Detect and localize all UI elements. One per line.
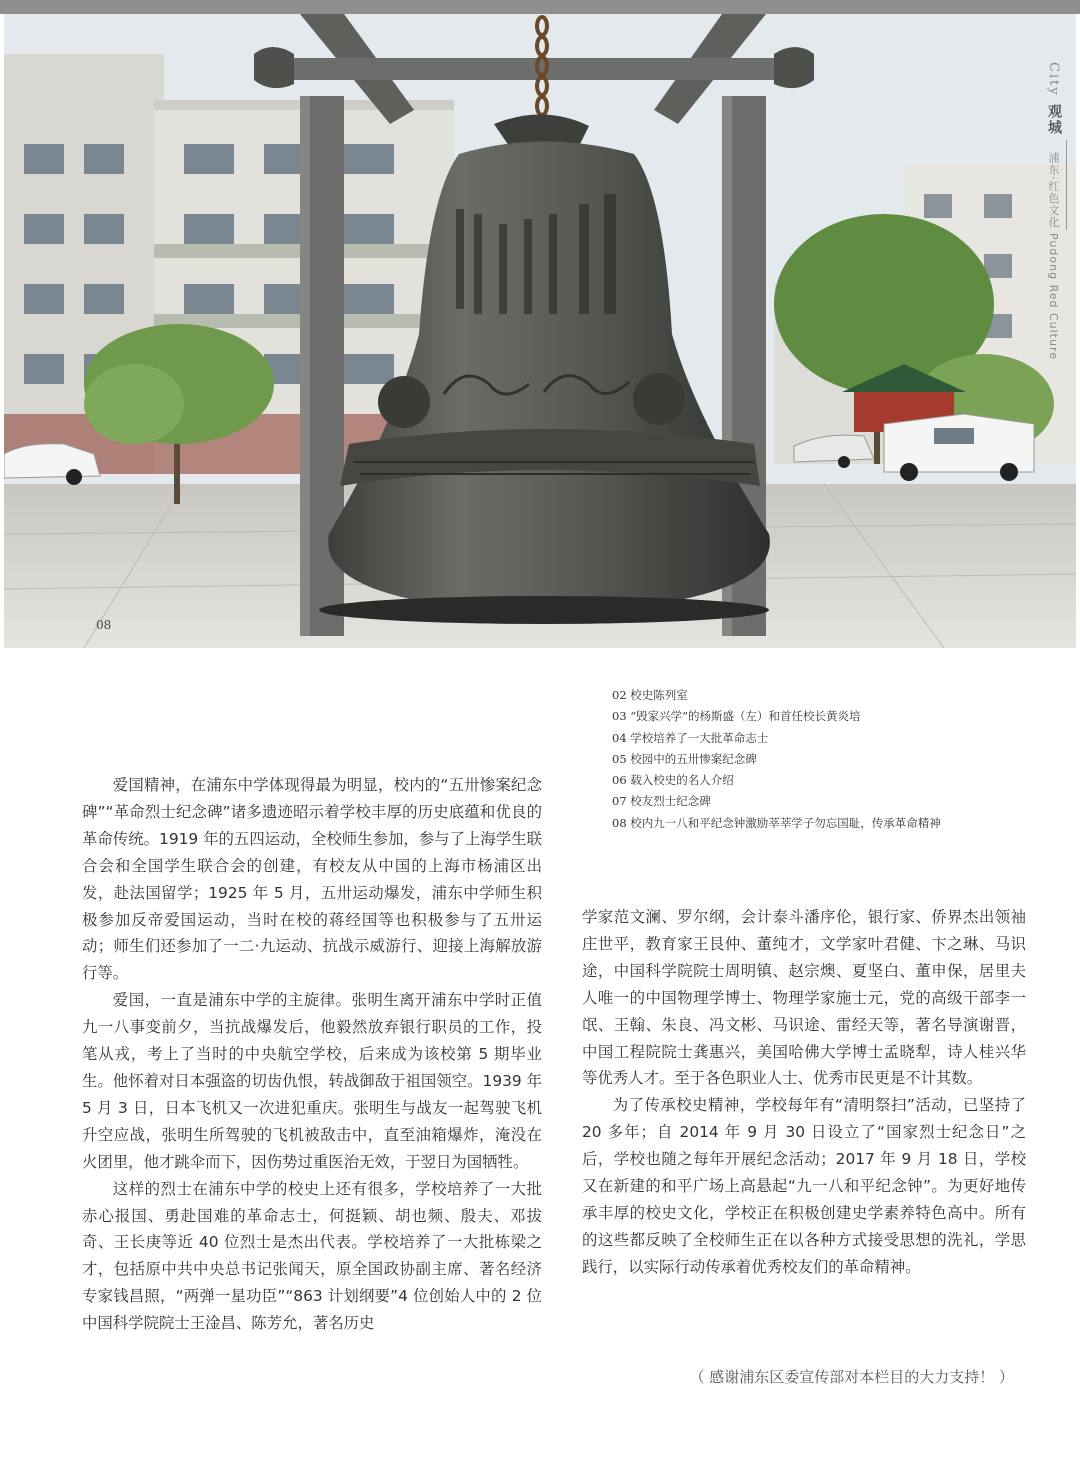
- side-subtitle: 浦东·红色文化 Pudong Red Culture: [1047, 152, 1060, 361]
- article-paragraph: 这样的烈士在浦东中学的校史上还有很多，学校培养了一大批赤心报国、勇赴国难的革命志士，何挺颖、胡也频、殷夫、邓拔奇、王长庚等近 40 位烈士是杰出代表。学校培养了一大批栋梁之才，包括原中共中央总书记张闻天，原全国政协副主席、著名经济专家钱昌照，“两弹一星功臣”“863 计划纲要”4 位创始人中的 2 位中国科学院院士王淦昌、陈芳允，著名历史: [82, 1179, 542, 1333]
- article-paragraph: 学家范文澜、罗尔纲，会计泰斗潘序伦，银行家、侨界杰出领袖庄世平，教育家王艮仲、董纯才，文学家叶君健、卞之琳、马识途，中国科学院院士周明镇、赵宗燠、夏坚白、董申保，居里夫人唯一的中国物理学博士、物理学家施士元，党的高级干部李一氓、王翰、朱良、冯文彬、马识途、雷经天等，著名导演谢晋，中国工程院院士龚惠兴，美国哈佛大学博士孟晓犁，诗人桂兴华等优秀人才。至于各色职业人士、优秀市民更是不计其数。: [582, 908, 1026, 1088]
- article-paragraph: 为了传承校史精神，学校每年有“清明祭扫”活动，已坚持了 20 多年；自 2014 年 9 月 30 日设立了“国家烈士纪念日”之后，学校也随之每年开展纪念活动；2017 年 9 月 18 日，学校又在新建的和平广场上高悬起“九一八和平纪念钟”。为更好地传承丰厚的校史文化，学校正在积极创建史学素养特色高中。所有的这些都反映了全校师生正在以各种方式接受思想的洗礼，学思践行，以实际行动传承着优秀校友们的革命精神。: [582, 1096, 1026, 1276]
- caption-item: 05 校园中的五卅惨案纪念碑: [612, 751, 757, 766]
- top-rule: [0, 0, 1080, 14]
- article-paragraph: 爱国，一直是浦东中学的主旋律。张明生离开浦东中学时正值九一八事变前夕，当抗战爆发后，他毅然放弃银行职员的工作，投笔从戎，考上了当时的中央航空学校，后来成为该校第 5 期毕业生。他怀着对日本强盗的切齿仇恨，转战御敌于祖国领空。1939 年 5 月 3 日，日本飞机又一次进犯重庆。张明生与战友一起驾驶飞机升空应战，张明生所驾驶的飞机被敌击中，直至油箱爆炸，淹没在火团里，他才跳伞而下，因伤势过重医治无效，于翌日为国牺牲。: [82, 991, 542, 1171]
- article-paragraph: 爱国精神，在浦东中学体现得最为明显，校内的“五卅惨案纪念碑”“革命烈士纪念碑”诸多遗迹昭示着学校丰厚的历史底蕴和优良的革命传统。1919 年的五四运动，全校师生参加，参与了上海学生联合会和全国学生联合会的创建，有校友从中国的上海市杨浦区出发，赴法国留学；1925 年 5 月，五卅运动爆发，浦东中学师生积极参加反帝爱国运动，当时在校的蒋经国等也积极参与了五卅运动；师生们还参加了一二·九运动、抗战示威游行、迎接上海解放游行等。: [82, 776, 542, 983]
- caption-item: 08 校内九一八和平纪念钟激励莘莘学子勿忘国耻，传承革命精神: [612, 815, 941, 830]
- side-column-title: 观城: [1046, 104, 1062, 136]
- article-right-column: [582, 904, 1026, 1281]
- side-running-header: [1040, 62, 1070, 362]
- caption-item: 03 “毁家兴学”的杨斯盛（左）和首任校长黄炎培: [612, 709, 861, 724]
- side-city-label: City: [1046, 62, 1061, 97]
- caption-item: 07 校友烈士纪念碑: [612, 794, 711, 809]
- caption-item: 06 载入校史的名人介绍: [612, 773, 734, 788]
- caption-item: 04 学校培养了一大批革命志士: [612, 730, 769, 745]
- article-left-column: [82, 772, 542, 1337]
- page-number: 08: [96, 618, 112, 632]
- acknowledgement: （ 感谢浦东区委宣传部对本栏目的大力支持！ ）: [689, 1368, 1014, 1386]
- side-divider: [1066, 140, 1067, 230]
- van-icon: [884, 414, 1034, 481]
- photo-captions: [612, 685, 1052, 834]
- caption-item: 02 校史陈列室: [612, 688, 688, 702]
- bell-photo: [4, 14, 1076, 648]
